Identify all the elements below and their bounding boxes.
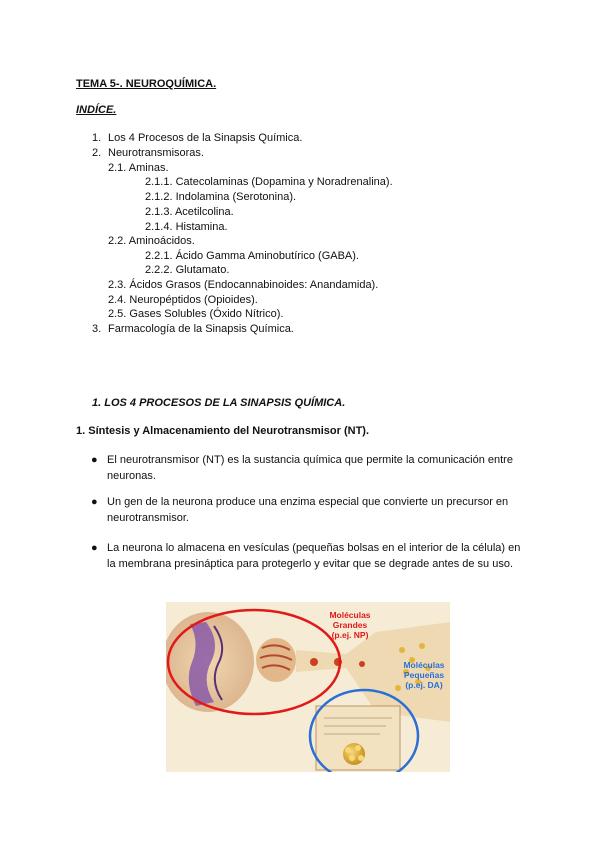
bullet-line: neurotransmisor. (107, 512, 189, 524)
toc-item: 2.3. Ácidos Grasos (Endocannabinoides: Anandamida). (108, 279, 379, 291)
subsection-heading: 1. Síntesis y Almacenamiento del Neurotransmisor (NT). (76, 425, 370, 437)
label-large-3: (p.ej. NP) (331, 630, 369, 640)
toc-item: Farmacología de la Sinapsis Química. (108, 323, 294, 335)
section-heading: 1. LOS 4 PROCESOS DE LA SINAPSIS QUÍMICA. (92, 397, 346, 409)
toc-item: 2.1.4. Histamina. (145, 221, 228, 233)
label-small-2: Pequeñas (403, 670, 445, 680)
small-vesicles (343, 743, 365, 765)
toc-item: 2.1.2. Indolamina (Serotonina). (145, 191, 297, 203)
toc-num: 1. (92, 132, 102, 144)
bullet-line: Un gen de la neurona produce una enzima especial que convierte un precursor en (107, 496, 509, 508)
bullet-line: la membrana presináptica para protegerlo y evitar que se degrade antes de su uso. (107, 558, 514, 570)
toc-item: 2.2. Aminoácidos. (108, 235, 195, 247)
index-heading: INDÍCE. (76, 104, 117, 116)
toc-item: 2.1.3. Acetilcolina. (145, 206, 234, 218)
synapse-figure (166, 602, 450, 772)
toc-num: 3. (92, 323, 102, 335)
label-small-1: Moléculas (403, 660, 445, 670)
bullet-line: La neurona lo almacena en vesículas (pequeñas bolsas en el interior de la célula) en (107, 542, 521, 554)
toc-item: Los 4 Procesos de la Sinapsis Química. (108, 132, 303, 144)
bullet-icon: ● (91, 496, 98, 508)
toc-item: 2.2.2. Glutamato. (145, 264, 230, 276)
bullet-line: neuronas. (107, 470, 156, 482)
document-title: TEMA 5-. NEUROQUÍMICA. (76, 78, 217, 90)
toc-item: 2.1.1. Catecolaminas (Dopamina y Noradrenalina). (145, 176, 393, 188)
toc-item: 2.5. Gases Solubles (Óxido Nítrico). (108, 308, 284, 320)
label-large-1: Moléculas (329, 610, 371, 620)
bullet-icon: ● (91, 454, 98, 466)
toc-item: 2.2.1. Ácido Gamma Aminobutírico (GABA). (145, 250, 359, 262)
toc-item: 2.1. Aminas. (108, 162, 169, 174)
synapse-illustration (166, 602, 450, 772)
bullet-icon: ● (91, 542, 98, 554)
toc-item: 2.4. Neuropéptidos (Opioides). (108, 294, 258, 306)
toc-item: Neurotransmisoras. (108, 147, 204, 159)
label-large-2: Grandes (332, 620, 368, 630)
toc-num: 2. (92, 147, 102, 159)
label-small-3: (p.ej. DA) (405, 680, 443, 690)
bullet-line: El neurotransmisor (NT) es la sustancia química que permite la comunicación entre (107, 454, 513, 466)
